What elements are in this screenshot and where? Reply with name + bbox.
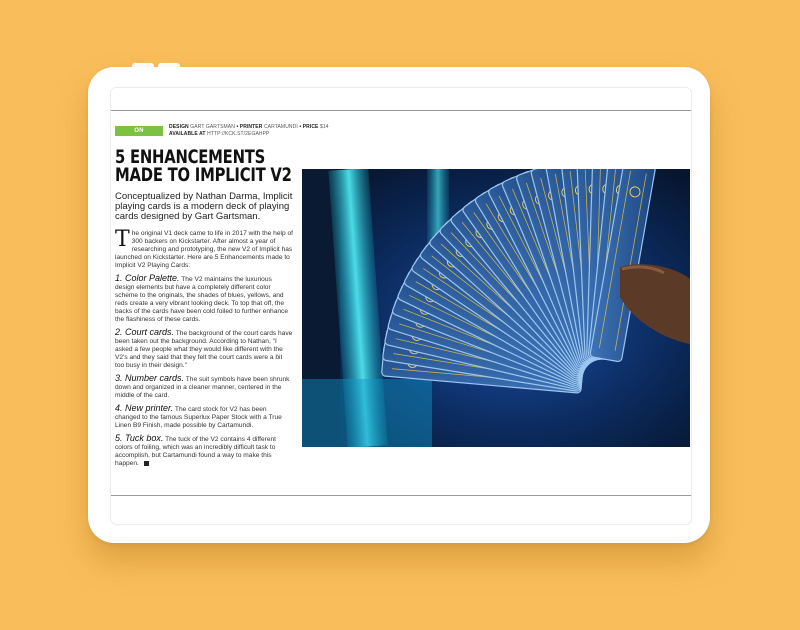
list-item	[115, 328, 293, 370]
available-link[interactable]: HTTP://KCK.ST/2EGAHPP	[207, 130, 270, 137]
list-item	[115, 274, 293, 324]
intro-text: he original V1 deck came to life in 2017 with the help of 300 backers on Kickstarter. After almost a year of researching and prototyping, the new V2 of Implicit has launched on Kickstarter. Here are 5 Enhancements made to Implicit V2 Playing Cards:	[115, 230, 293, 269]
item-text: The background of the court cards have been taken out the background. According to Nathan, "I asked a few people what they would like different with the V2's and they said that they felt the court cards were a bit too busy in their design."	[115, 330, 293, 369]
kickstarter-badge: ON KICKSTARTER	[116, 128, 162, 144]
price-label: PRICE	[302, 124, 319, 130]
article-dek: Conceptualized by Nathan Darma, Implicit playing cards is a modern deck of playing cards designed by Gart Gartsman.	[115, 191, 293, 222]
item-text: The V2 maintains the luxurious design elements but have a completely different color scheme to the originals, the shades of blues, yellows, and reds create a very vibrant looking deck. To top that off, the backs of the cards have been cold foiled to further enhance the flashiness of these cards.	[115, 276, 289, 323]
item-title: 1. Color Palette.	[115, 273, 180, 283]
price-value: $14	[319, 124, 329, 130]
intro-paragraph	[115, 227, 293, 270]
headline-line: 5 ENHANCEMENTS	[115, 146, 266, 168]
design-value: GART GARTSMAN	[190, 124, 235, 130]
drop-cap: T	[115, 227, 130, 252]
item-title: 5. Tuck box.	[115, 433, 164, 443]
end-mark-icon	[144, 461, 149, 466]
tablet-frame	[88, 67, 710, 543]
item-text: The card stock for V2 has been changed to the famous Superlux Paper Stock with a True Linen B9 Finish, made possible by Cartamundi.	[115, 406, 282, 429]
article-meta	[169, 124, 329, 137]
list-item	[115, 434, 293, 468]
top-rule	[111, 110, 691, 111]
available-label: AVAILABLE AT	[169, 130, 206, 137]
list-item	[115, 404, 293, 430]
item-title: 3. Number cards.	[115, 373, 185, 383]
meta-separator: •	[299, 124, 302, 130]
item-title: 2. Court cards.	[115, 327, 175, 337]
item-text: The tuck of the V2 contains 4 different colors of foiling, which was an incredibly difficult task to accomplish, but Cartamundi found a way to make this happen.	[115, 436, 277, 467]
item-text: The suit symbols have been shrunk down and organized in a cleaner manner, centered in the middle of the card.	[115, 376, 290, 399]
bottom-rule	[111, 495, 691, 496]
meta-separator: •	[236, 124, 239, 130]
article-photo	[302, 169, 690, 447]
tablet-screen	[110, 87, 692, 525]
article-headline	[115, 146, 292, 186]
printer-value: CARTAMUNDI	[263, 124, 298, 130]
headline-line: MADE TO IMPLICIT V2	[115, 164, 292, 186]
item-title: 4. New printer.	[115, 403, 174, 413]
article-body	[115, 227, 293, 472]
list-item	[115, 374, 293, 400]
design-label: DESIGN	[169, 124, 189, 130]
playing-cards-fan-illustration	[302, 169, 690, 447]
printer-label: PRINTER	[239, 124, 263, 130]
